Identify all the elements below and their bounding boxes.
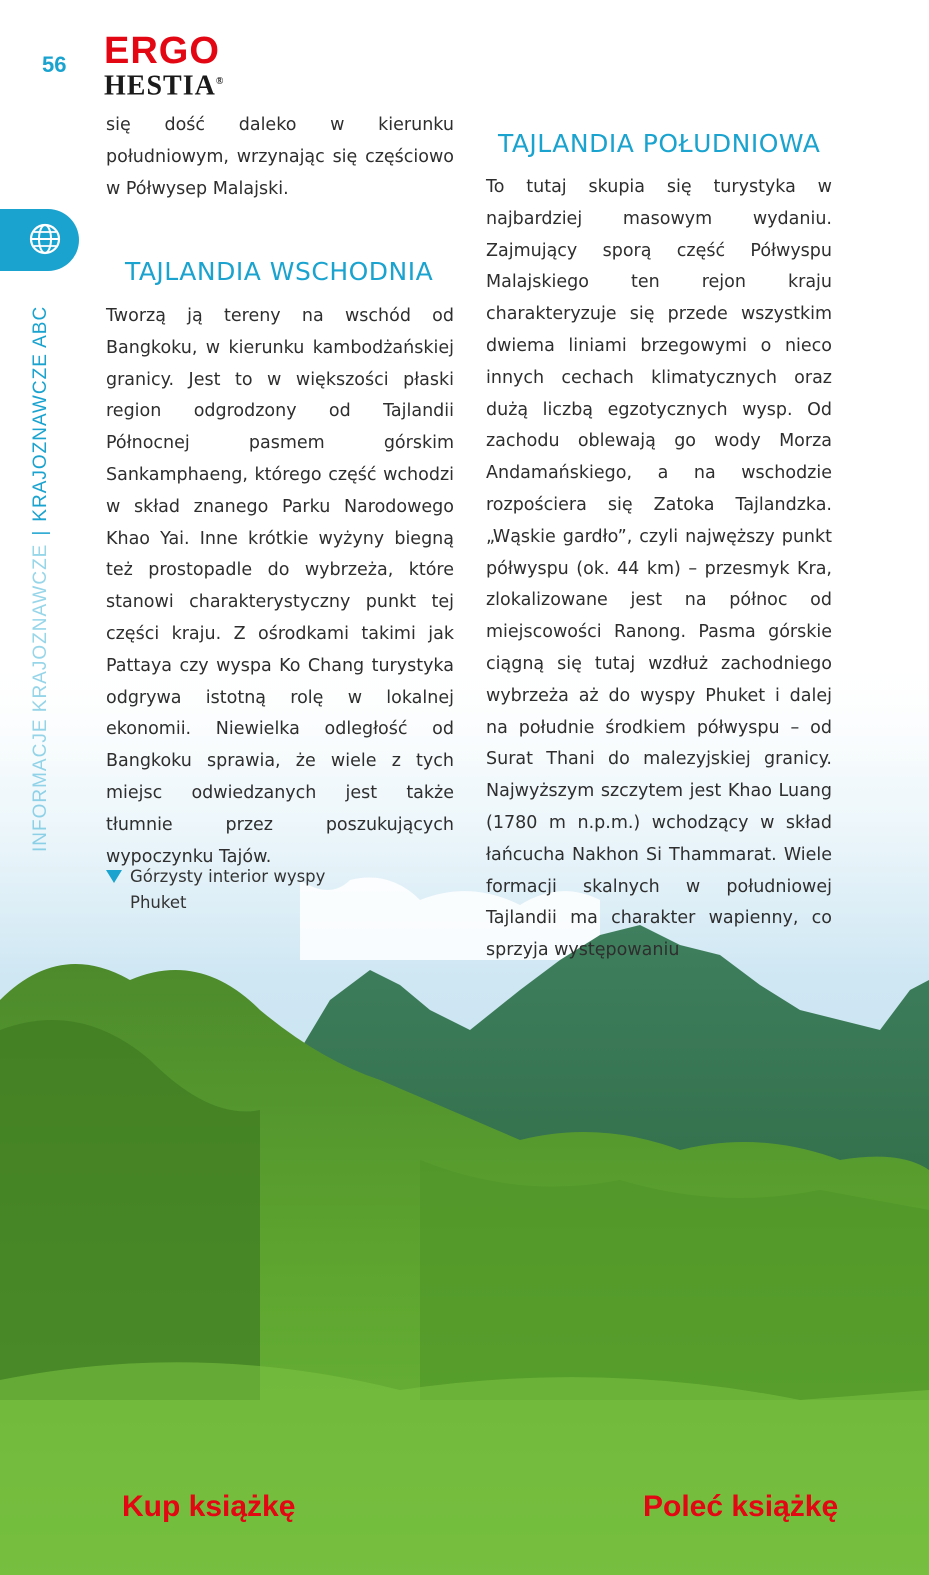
buy-book-link[interactable]: Kup książkę <box>122 1490 296 1523</box>
intro-paragraph: się dość daleko w kierunku południowym, wrzynając się częściowo w Półwysep Malajski. <box>106 115 454 199</box>
side-label-category: INFORMACJE KRAJOZNAWCZE <box>30 543 51 852</box>
east-thailand-paragraph: Tworzą ją tereny na wschód od Bangkoku, w kierunku kambodżańskiej granicy. Jest to w większości płaski region odgrodzony od Tajlandii Północnej pasmem górskim Sankamphaeng, którego część wchodzi w skład znanego Parku Narodowego Khao Yai. Inne krótkie wyżyny biegną też prostopadle do wybrzeża, które stanowi charakterystyczny punkt tej części kraju. Z ośrodkami takimi jak Pattaya czy wyspa Ko Chang turystyka odgrywa istotną rolę w lokalnej ekonomii. Niewielka odległość od Bangkoku sprawia, że wiele z tych miejsc odwiedzanych jest także tłumnie przez poszukujących wypoczynku Tajów. <box>106 306 454 867</box>
globe-icon <box>28 222 62 256</box>
photo-caption: Górzysty interior wyspy Phuket <box>130 867 326 912</box>
logo-hestia-text: HESTIA® <box>104 70 225 102</box>
left-intro-text <box>106 110 454 205</box>
page-number: 56 <box>42 52 67 77</box>
right-column <box>486 172 832 967</box>
side-label-separator: | <box>30 529 51 536</box>
south-thailand-paragraph: To tutaj skupia się turystyka w najbardziej masowym wydaniu. Zajmujący sporą część Półwyspu Malajskiego ten rejon kraju charakteryzuje się przede wszystkim dwiema liniami brzegowymi o nieco innych cechach klimatycznych oraz dużą liczbą egzotycznych wysp. Od zachodu oblewają go wody Morza Andamańskiego, a na wschodzie rozpościera się Zatoka Tajlandzka. „Wąskie gardło”, czyli najwęższy punkt półwyspu (ok. 44 km) – przesmyk Kra, zlokalizowane jest na północ od miejscowości Ranong. Pasma górskie ciągną się tutaj wzdłuż zachodniego wybrzeża aż do wyspy Phuket i dalej na południe środkiem półwyspu – od Surat Thani do malezyjskiej granicy. Najwyższym szczytem jest Khao Luang (1780 m n.p.m.) wchodzący w skład łańcucha Nakhon Si Thammarat. Wiele formacji skalnych w południowej Tajlandii ma charakter wapienny, co sprzyja występowaniu <box>486 177 832 961</box>
heading-east-thailand: TAJLANDIA WSCHODNIA <box>125 257 434 286</box>
section-side-label <box>30 306 52 852</box>
section-tab <box>0 209 79 271</box>
side-label-section: KRAJOZNAWCZE ABC <box>30 305 51 522</box>
caption-triangle-icon <box>106 870 122 883</box>
ergo-hestia-logo <box>104 30 225 102</box>
recommend-book-link[interactable]: Poleć książkę <box>643 1490 839 1523</box>
logo-ergo-text: ERGO <box>104 30 220 72</box>
heading-south-thailand: TAJLANDIA POŁUDNIOWA <box>498 129 821 158</box>
